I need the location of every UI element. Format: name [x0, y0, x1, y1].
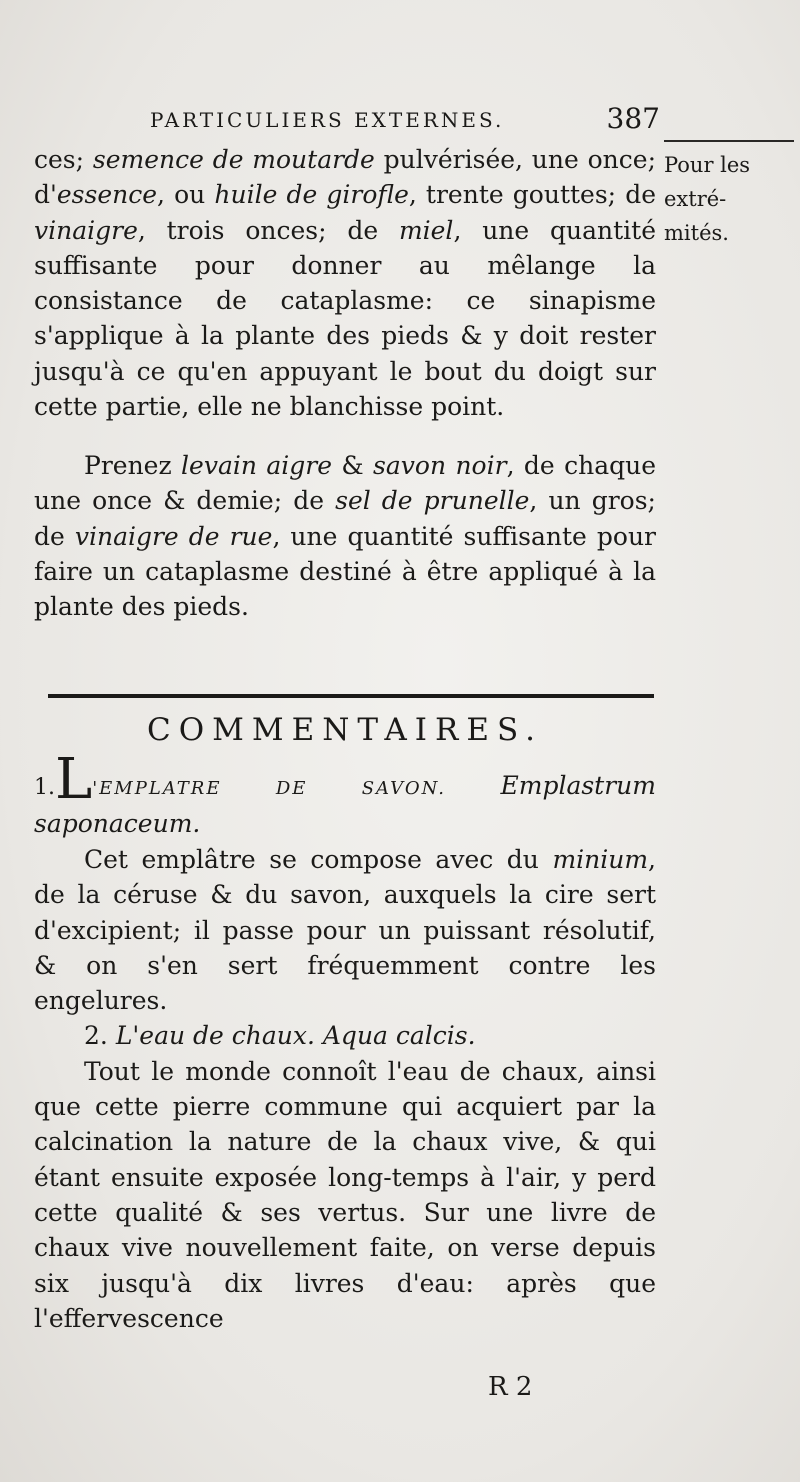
italic-term: essence [56, 180, 158, 210]
text-run: , une quantité suffisante pour donner au mêlange la consistance de cataplasme: ce sinapisme s'applique à la plante des pieds & y doit rester jusqu'à ce qu'en appuyant le bout du doigt sur cette partie, elle ne blanchisse point. [34, 215, 656, 422]
page-header [150, 104, 660, 140]
item-number: 1. [34, 775, 55, 800]
comment-1-heading [34, 747, 656, 842]
recipe-paragraph-1 [34, 142, 656, 424]
text-run: ces; [34, 145, 93, 174]
recipe-paragraph-2 [34, 448, 656, 624]
text-run: , un gros; de [34, 486, 656, 551]
drop-cap: L [55, 747, 93, 812]
signature-mark: R 2 [488, 1372, 533, 1402]
text-run: , trois onces; de [137, 215, 399, 245]
comment-item-1-body [34, 842, 656, 1336]
margin-note-line: extré- [664, 187, 727, 211]
text-run: , ou [157, 180, 215, 210]
comment-2-heading [34, 1018, 656, 1053]
text-run: , une quantité suffisante pour faire un cataplasme destiné à être appliqué à la plante des pieds. [34, 521, 656, 622]
item-title: 'EMPLATRE DE SAVON. [92, 778, 446, 799]
text-run: pulvérisée, une once; d' [34, 145, 656, 210]
page-number: 387 [606, 102, 660, 135]
paragraph-text [34, 842, 656, 1018]
paragraph-text [34, 142, 656, 424]
paragraph-text: Tout le monde connoît l'eau de chaux, ainsi que cette pierre commune qui acquiert par la calcination la nature de la chaux vive, & qui étant ensuite exposée long-temps à l'air, y perd cette qualité & ses vertus. Sur une livre de chaux vive nouvellement faite, on verse depuis six jusqu'à dix livres d'eau: après que l'effervescence [34, 1056, 656, 1333]
margin-note-line: Pour les [664, 153, 751, 177]
italic-term: miel [398, 215, 454, 245]
comment-item-1 [34, 747, 656, 842]
text-run: Prenez [84, 451, 182, 480]
text-run: , de chaque une once & demie; de [34, 451, 657, 516]
paragraph-text [34, 448, 656, 624]
text-run: , de la céruse & du savon, auxquels la cire sert d'excipient; il passe pour un puissant résolutif, & on s'en sert fréquemment contre les engelures. [34, 845, 656, 1016]
margin-note [664, 140, 794, 250]
section-heading: COMMENTAIRES. [147, 712, 543, 748]
text-run: , trente gouttes; de [408, 180, 656, 210]
text-run: Cet emplâtre se compose avec du [84, 845, 553, 874]
italic-term: huile de girofle [214, 180, 409, 210]
italic-term: sel de prunelle [335, 486, 530, 516]
italic-term: L'eau de chaux. Aqua calcis. [115, 1021, 476, 1051]
section-divider [48, 694, 654, 698]
italic-term: minium [552, 845, 649, 874]
latin-name: Emplastrum saponaceum. [34, 771, 656, 839]
running-title: PARTICULIERS EXTERNES. [150, 108, 505, 132]
italic-term: savon noir [373, 451, 507, 480]
italic-term: vinaigre [34, 215, 138, 245]
italic-term: vinaigre de rue [74, 521, 273, 551]
text-run: & [332, 451, 374, 480]
margin-note-line: mités. [664, 221, 729, 245]
italic-term: levain aigre [181, 451, 332, 480]
text-run: 2. [84, 1021, 116, 1051]
italic-term: semence de moutarde [92, 145, 375, 174]
